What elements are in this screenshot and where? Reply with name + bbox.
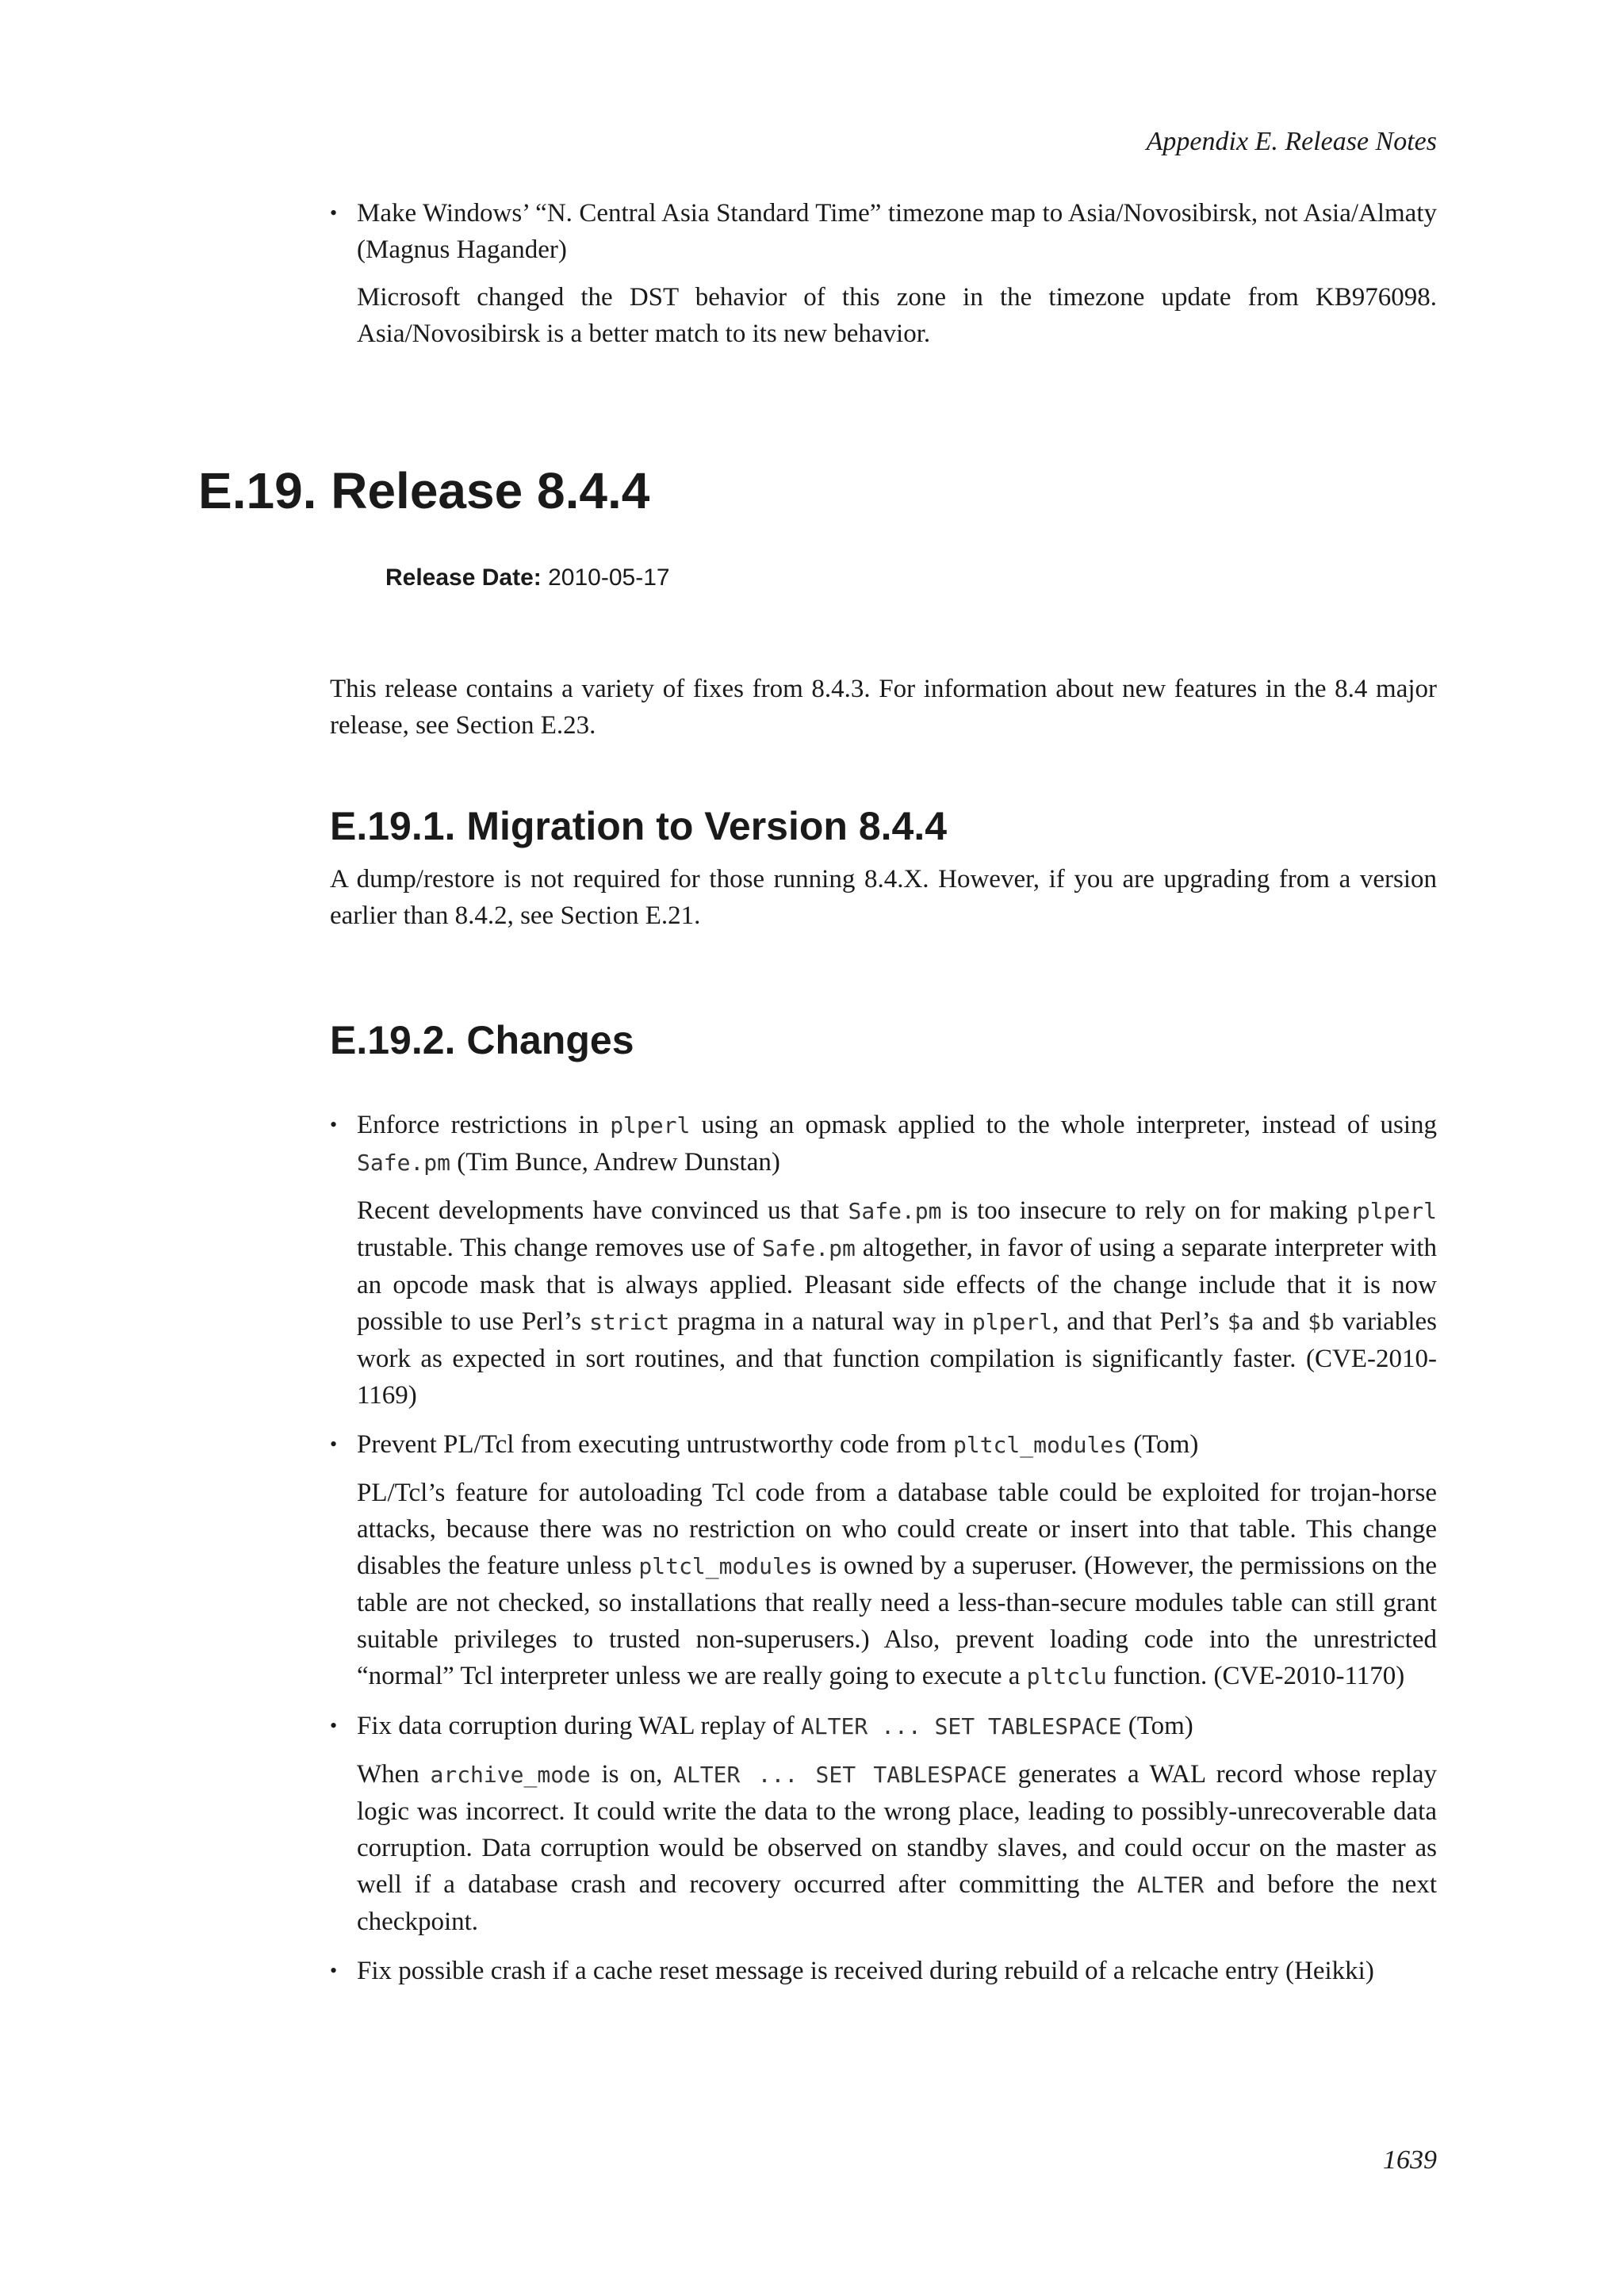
inline-code: Safe.pm (848, 1198, 942, 1224)
item-title: • Enforce restrictions in plperl using an opmask applied to the whole interpreter, instead of using Safe.pm (Tim Bunce, Andrew Dunstan) (357, 1111, 1437, 1177)
inline-code: pltclu (1026, 1663, 1107, 1689)
release-date (385, 564, 670, 591)
inline-code: plperl (971, 1309, 1053, 1335)
inline-code: $a (1227, 1309, 1254, 1335)
inline-code: archive_mode (430, 1762, 591, 1788)
inline-code: Safe.pm (357, 1150, 451, 1176)
inline-code: plperl (610, 1112, 691, 1138)
list-item (330, 1953, 1437, 1989)
list-item (330, 1107, 1437, 1414)
migration-block (330, 802, 1437, 934)
changes-block (330, 1016, 1437, 1989)
inline-code: ALTER (1137, 1872, 1205, 1898)
inline-code: Safe.pm (761, 1235, 856, 1261)
item-description: Microsoft changed the DST behavior of this zone in the timezone update from KB976098. Asia/Novosibirsk is a better match to its new behavior. (357, 283, 1437, 348)
list-item (330, 195, 1437, 352)
changes-list (330, 1107, 1437, 1989)
list-item (330, 1426, 1437, 1695)
release-date-value: 2010-05-17 (548, 564, 670, 591)
item-title: • Prevent PL/Tcl from executing untrustworthy code from pltcl_modules (Tom) (357, 1430, 1199, 1459)
inline-code: ALTER ... SET TABLESPACE (800, 1713, 1122, 1739)
item-title: • Fix possible crash if a cache reset message is received during rebuild of a relcache entry (Heikki) (357, 1957, 1374, 1985)
migration-title: E.19.1. Migration to Version 8.4.4 (330, 804, 948, 848)
item-title: • Fix data corruption during WAL replay of ALTER ... SET TABLESPACE (Tom) (357, 1712, 1193, 1740)
section-intro-block (330, 671, 1437, 744)
section-title: E.19. Release 8.4.4 (198, 462, 650, 519)
inline-code: ALTER ... SET TABLESPACE (673, 1762, 1007, 1788)
item-description: When archive_mode is on, ALTER ... SET TABLESPACE generates a WAL record whose replay logic was incorrect. It could write the data to the wrong place, leading to possibly-unrecoverable data corruption. Data corruption would be observed on standby slaves, and could occur on the master as well if a database crash and recovery occurred after committing the ALTER and before the next checkpoint. (357, 1760, 1438, 1936)
changes-title: E.19.2. Changes (330, 1018, 634, 1062)
item-description: PL/Tcl’s feature for autoloading Tcl code from a database table could be exploited for trojan-horse attacks, because there was no restriction on who could create or insert into that table. This change disables the feature unless pltcl_modules is owned by a superuser. (However, the permissions on the table are not checked, so installations that really need a less-than-secure modules table can still grant suitable privileges to trusted non-superusers.) Also, prevent loading code into the unrestricted “normal” Tcl interpreter unless we are really going to execute a pltclu function. (CVE-2010-1170) (357, 1479, 1438, 1690)
inline-code: pltcl_modules (952, 1432, 1128, 1458)
section-intro: This release contains a variety of fixes from 8.4.3. For information about new features in the 8.4 major release, see Section E.23. (330, 675, 1437, 740)
migration-text: A dump/restore is not required for those running 8.4.X. However, if you are upgrading from a version earlier than 8.4.2, see Section E.21. (330, 865, 1437, 930)
inline-code: plperl (1356, 1198, 1438, 1224)
running-head: Appendix E. Release Notes (1146, 127, 1437, 156)
inline-code: pltcl_modules (638, 1553, 813, 1579)
item-description: Recent developments have convinced us that Safe.pm is too insecure to rely on for making plperl trustable. This change removes use of Safe.pm altogether, in favor of using a separate interpreter with an opcode mask that is always applied. Pleasant side effects of the change include that it is now possible to use Perl’s strict pragma in a natural way in plperl, and that Perl’s $a and $b variables work as expected in sort routines, and that function compilation is significantly faster. (CVE-2010-1169) (357, 1196, 1438, 1410)
inline-code: $b (1308, 1309, 1335, 1335)
top-item-block (330, 195, 1437, 352)
inline-code: strict (589, 1309, 670, 1335)
page-number: 1639 (1383, 2145, 1437, 2175)
release-date-label: Release Date: (385, 564, 542, 591)
list-item (330, 1708, 1437, 1940)
item-title: • Make Windows’ “N. Central Asia Standard Time” timezone map to Asia/Novosibirsk, not Asia/Almaty (Magnus Hagander) (357, 199, 1437, 264)
